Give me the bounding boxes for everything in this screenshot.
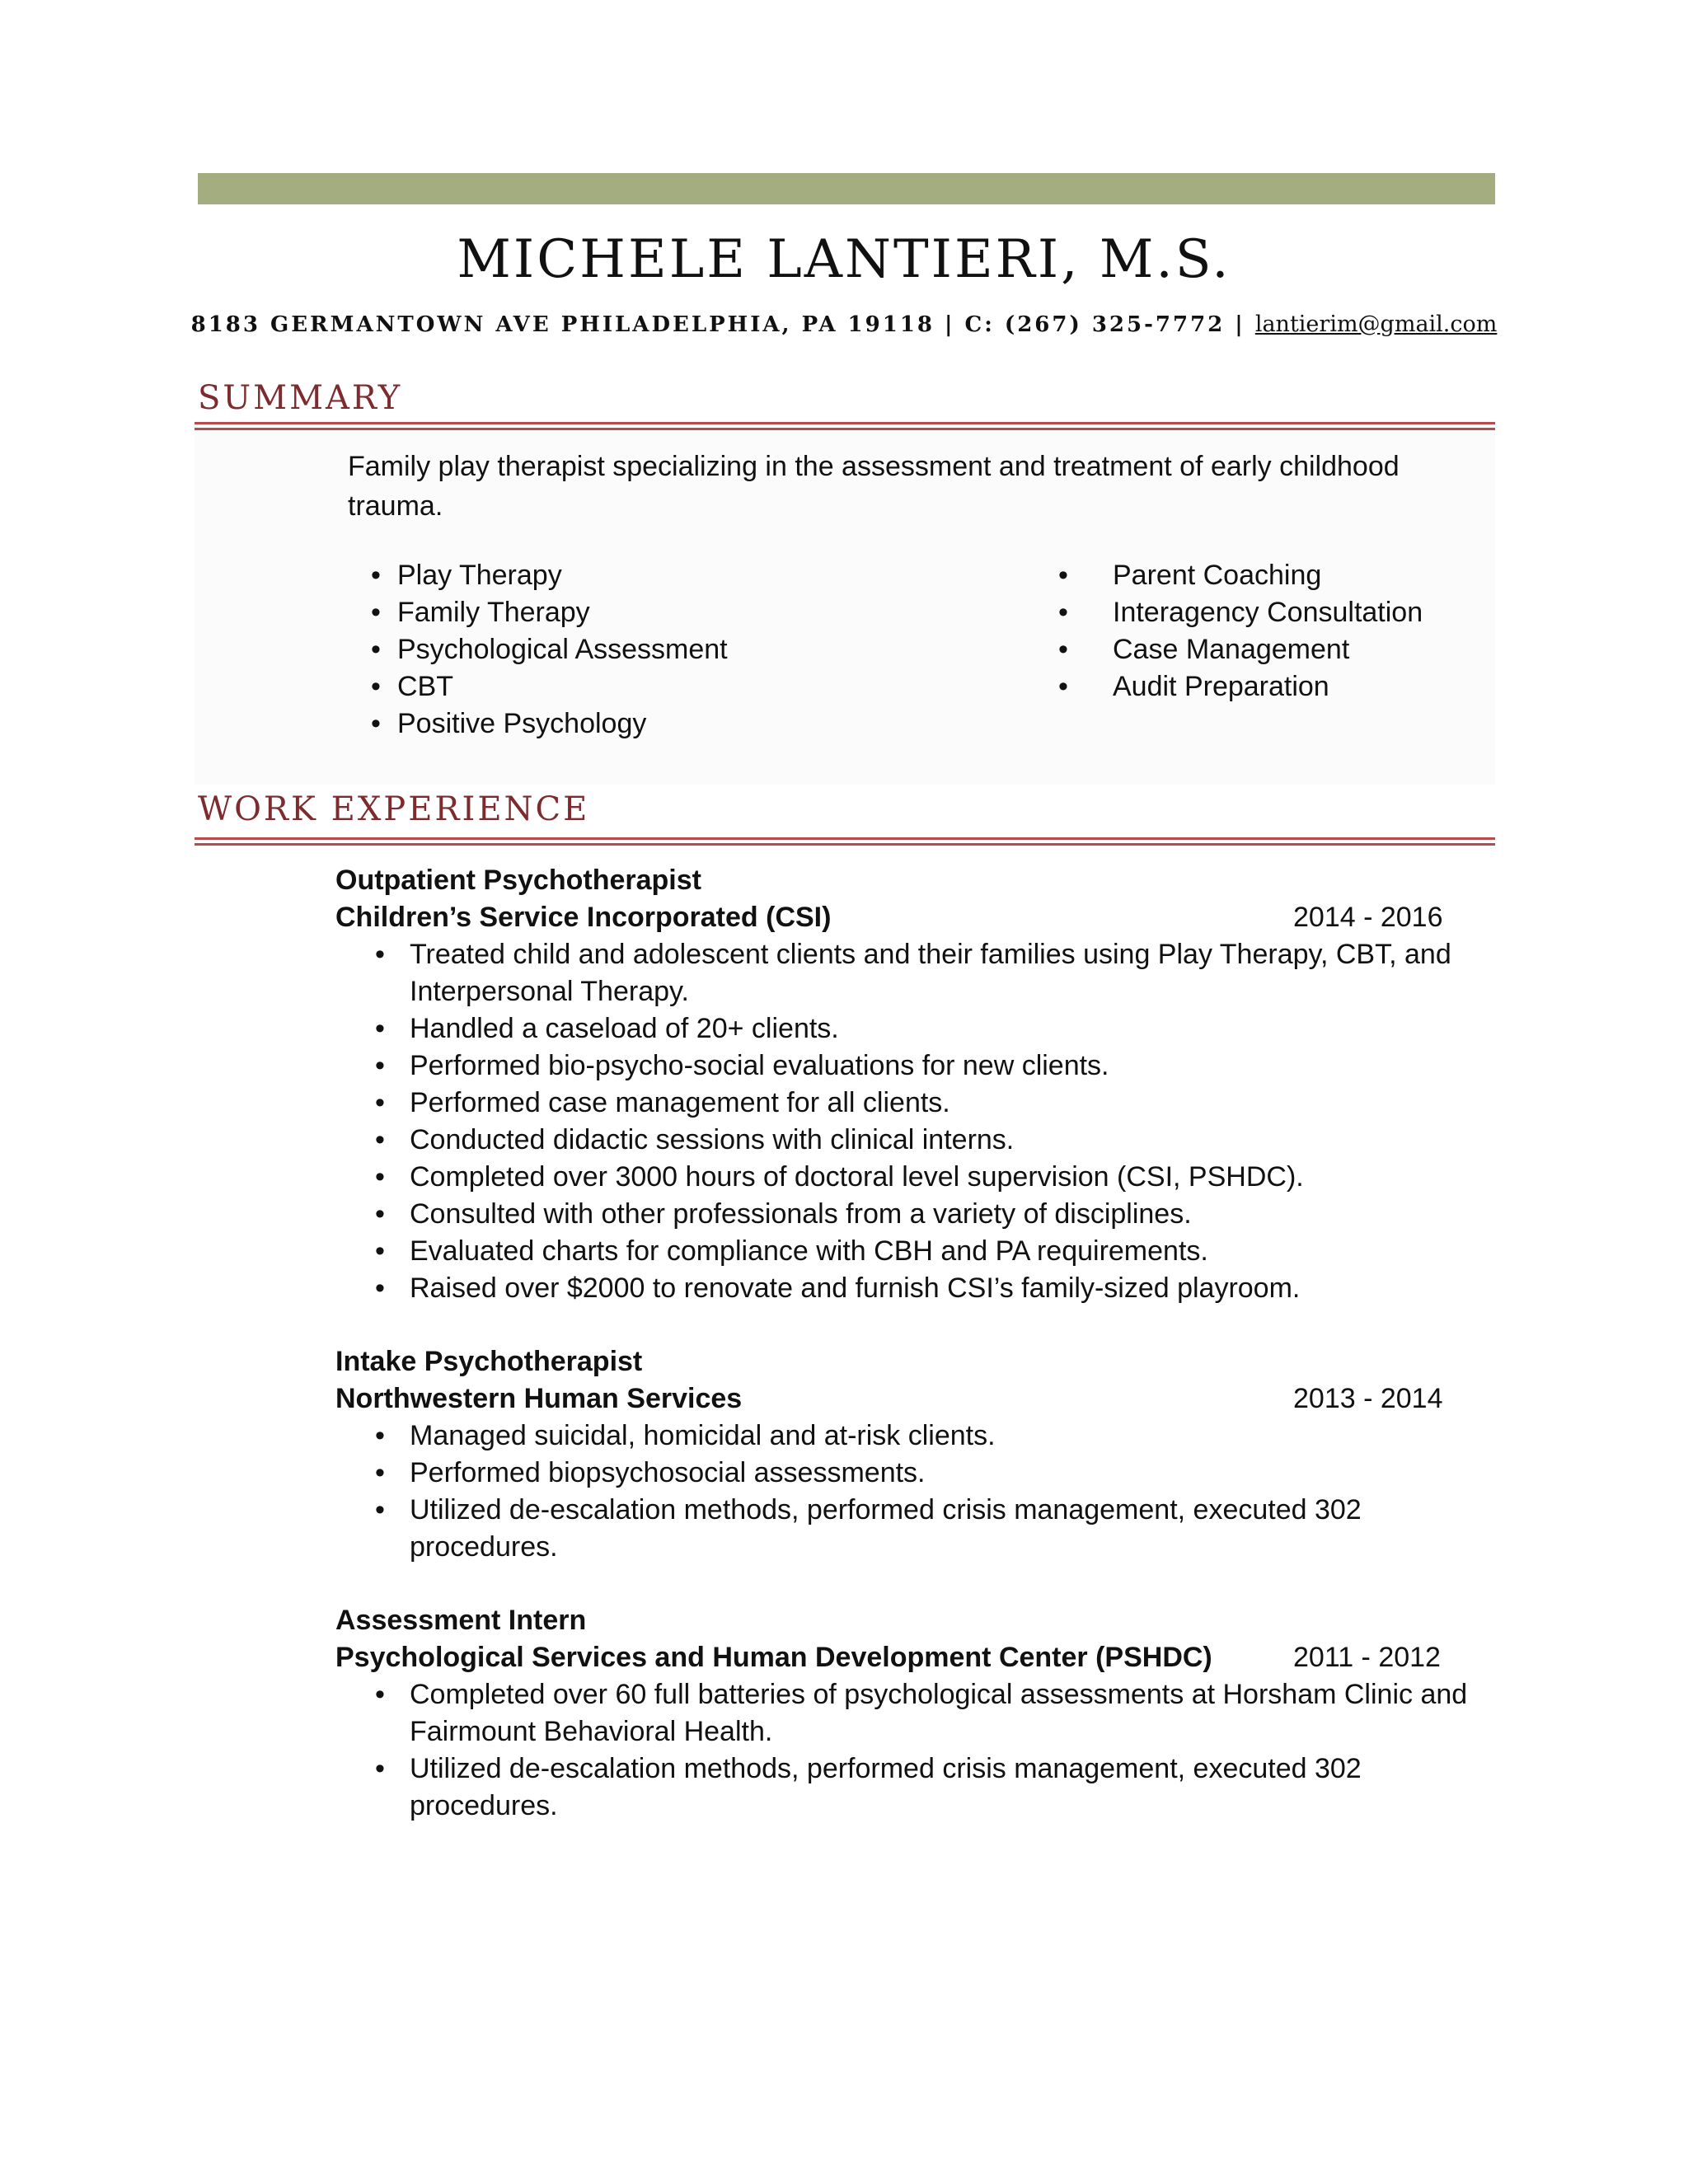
summary-divider [195, 422, 1495, 430]
duty-item: • Completed over 3000 hours of doctoral level supervision (CSI, PSHDC). [335, 1159, 1481, 1196]
job-dates: 2013 - 2014 [1293, 1383, 1443, 1414]
duty-item: • Evaluated charts for compliance with CBH and PA requirements. [335, 1233, 1481, 1270]
header-accent-bar [198, 173, 1495, 204]
duty-item: • Treated child and adolescent clients and their families using Play Therapy, CBT, and Interpersonal Therapy. [335, 936, 1481, 1010]
duty-item: • Performed case management for all clients. [335, 1085, 1481, 1122]
skill-item: • Psychological Assessment [348, 631, 728, 668]
duty-item: • Handled a caseload of 20+ clients. [335, 1010, 1481, 1047]
skills-list-right [1058, 557, 1423, 705]
email-link[interactable]: lantierim@gmail.com [1254, 312, 1498, 337]
job-entry [335, 1602, 1468, 1825]
duty-item: • Managed suicidal, homicidal and at-risk clients. [335, 1418, 1481, 1455]
skill-item: • Audit Preparation [1058, 668, 1423, 705]
job-title: Intake Psychotherapist [335, 1346, 643, 1377]
job-duties [335, 1418, 1440, 1566]
job-duties [335, 1676, 1468, 1825]
summary-heading: SUMMARY [198, 379, 403, 417]
job-entry [335, 862, 1451, 1307]
contact-details: 8183 GERMANTOWN AVE PHILADELPHIA, PA 19118 | C: (267) 325-7772 | [190, 312, 1245, 337]
skill-item: • Interagency Consultation [1058, 594, 1423, 631]
work-experience-divider [195, 837, 1495, 846]
contact-line [0, 312, 1688, 337]
skill-item: • CBT [348, 668, 728, 705]
job-org-row [335, 1380, 1443, 1418]
job-org-row [335, 899, 1443, 936]
job-duties [335, 936, 1451, 1307]
resume-name: MICHELE LANTIERI, M.S. [457, 229, 1231, 290]
job-organization: Children’s Service Incorporated (CSI) [335, 902, 832, 933]
job-organization: Northwestern Human Services [335, 1383, 743, 1414]
skill-item: • Positive Psychology [348, 705, 728, 743]
skill-item: • Case Management [1058, 631, 1423, 668]
duty-item: • Conducted didactic sessions with clinical interns. [335, 1122, 1481, 1159]
duty-item: • Utilized de-escalation methods, performed crisis management, executed 302 procedures. [335, 1750, 1481, 1825]
skills-list-left [348, 557, 728, 743]
work-experience-heading: WORK EXPERIENCE [198, 790, 590, 828]
job-title: Assessment Intern [335, 1605, 587, 1636]
job-title: Outpatient Psychotherapist [335, 865, 701, 896]
job-entry [335, 1343, 1443, 1566]
skill-item: • Parent Coaching [1058, 557, 1423, 594]
duty-item: • Performed bio-psycho-social evaluations for new clients. [335, 1047, 1481, 1085]
job-organization: Psychological Services and Human Development Center (PSHDC) [335, 1642, 1212, 1673]
duty-item: • Raised over $2000 to renovate and furnish CSI’s family-sized playroom. [335, 1270, 1481, 1307]
job-dates: 2014 - 2016 [1293, 902, 1443, 933]
duty-item: • Utilized de-escalation methods, performed crisis management, executed 302 procedures. [335, 1492, 1481, 1566]
job-org-row [335, 1639, 1440, 1676]
skill-item: • Family Therapy [348, 594, 728, 631]
duty-item: • Performed biopsychosocial assessments. [335, 1455, 1481, 1492]
duty-item: • Consulted with other professionals from a variety of disciplines. [335, 1196, 1481, 1233]
skill-item: • Play Therapy [348, 557, 728, 594]
job-dates: 2011 - 2012 [1293, 1642, 1441, 1673]
duty-item: • Completed over 60 full batteries of psychological assessments at Horsham Clinic and Fairmount Behavioral Health. [335, 1676, 1481, 1750]
summary-text: Family play therapist specializing in the assessment and treatment of early childhood trauma. [348, 451, 1400, 522]
